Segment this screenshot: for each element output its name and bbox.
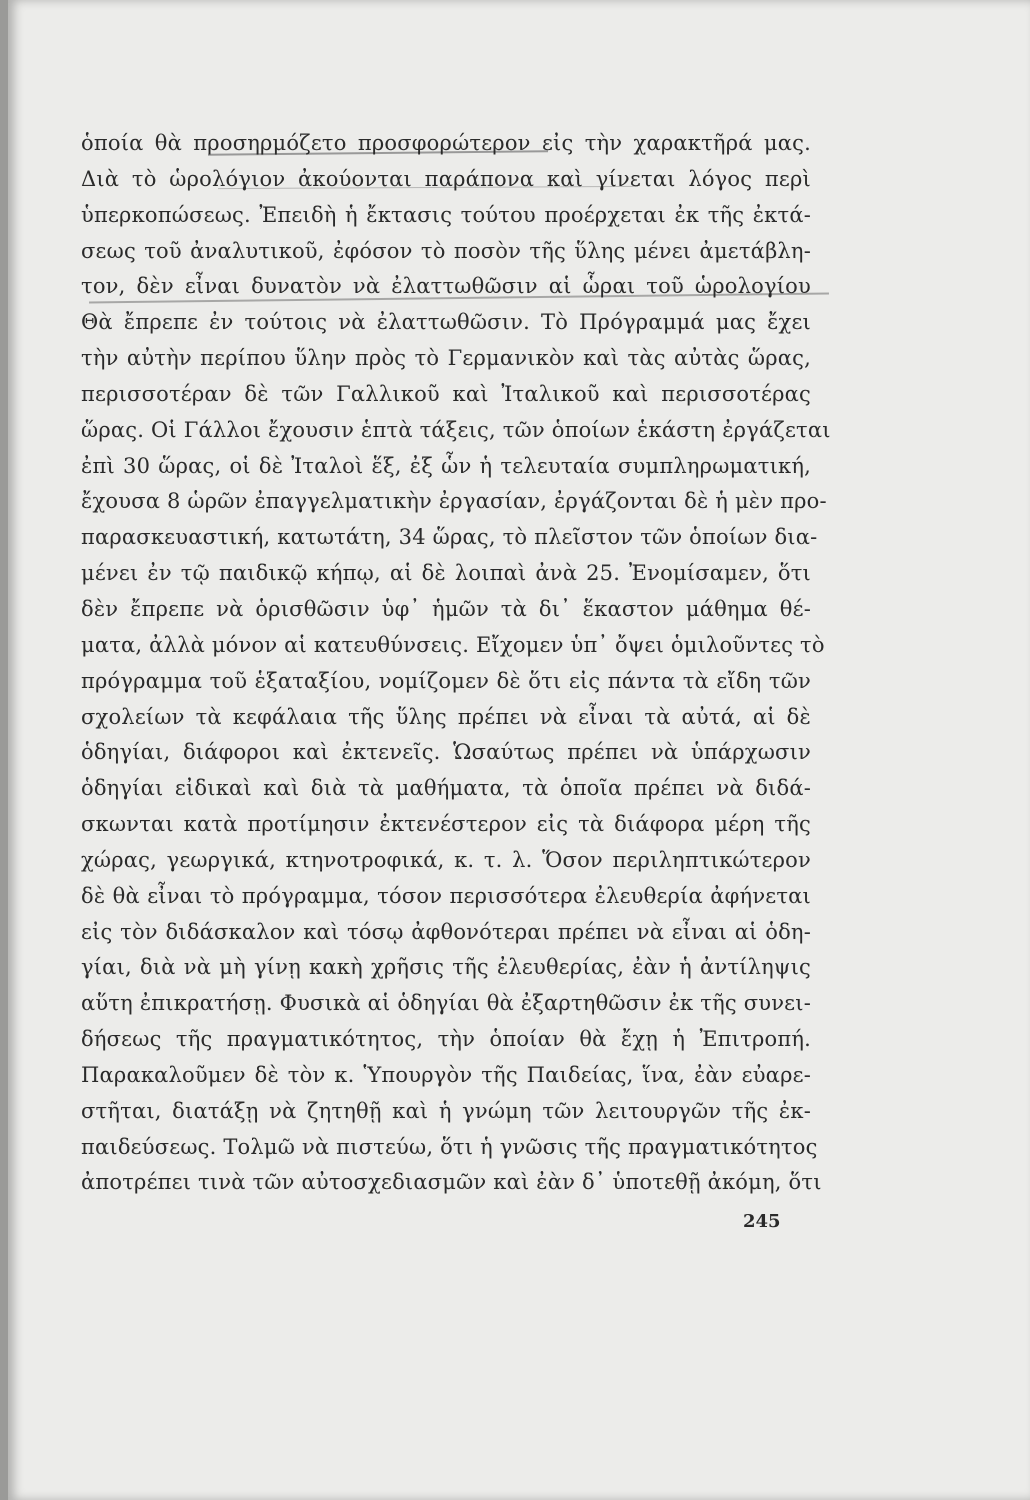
text-line: παρασκευαστική, κατωτάτη, 34 ὥρας, τὸ πλεῖστον τῶν ὁποίων δια-	[81, 525, 818, 550]
text-line: ἀποτρέπει τινὰ τῶν αὐτοσχεδιασμῶν καὶ ἐὰν δ᾽ ὑποτεθῇ ἀκόμη, ὅτι	[81, 1170, 822, 1195]
text-line: γίαι, διὰ νὰ μὴ γίνῃ κακὴ χρῆσις τῆς ἐλευθερίας, ἐὰν ἡ ἀντίληψις	[81, 955, 811, 980]
text-line: δήσεως τῆς πραγματικότητος, τὴν ὁποίαν θὰ ἔχῃ ἡ Ἐπιτροπή.	[81, 1027, 811, 1052]
text-line: ὁποία θὰ προσηρμόζετο προσφορώτερον εἰς τὴν χαρακτῆρά μας.	[81, 131, 811, 155]
text-line: σχολείων τὰ κεφάλαια τῆς ὕλης πρέπει νὰ εἶναι τὰ αὐτά, αἱ δὲ	[81, 704, 811, 729]
text-line: παιδεύσεως. Τολμῶ νὰ πιστεύω, ὅτι ἡ γνῶσις τῆς πραγματικότητος	[81, 1134, 818, 1159]
text-line: περισσοτέραν δὲ τῶν Γαλλικοῦ καὶ Ἰταλικοῦ καὶ περισσοτέρας	[81, 381, 811, 406]
text-line: ἐπὶ 30 ὥρας, οἱ δὲ Ἰταλοὶ ἕξ, ἐξ ὧν ἡ τελευταία συμπληρωματική,	[81, 453, 811, 478]
text-line: ὁδηγίαι, διάφοροι καὶ ἐκτενεῖς. Ὡσαύτως πρέπει νὰ ὑπάρχωσιν	[81, 740, 811, 765]
text-line: δὲ θὰ εἶναι τὸ πρόγραμμα, τόσον περισσότερα ἐλευθερία ἀφήνεται	[81, 883, 811, 908]
text-line: Διὰ τὸ ὡρολόγιον ἀκούονται παράπονα καὶ γίνεται λόγος περὶ	[81, 166, 811, 191]
text-line: στῆται, διατάξῃ νὰ ζητηθῇ καὶ ἡ γνώμη τῶν λειτουργῶν τῆς ἐκ-	[81, 1098, 811, 1123]
text-line: χώρας, γεωργικά, κτηνοτροφικά, κ. τ. λ. Ὅσον περιληπτικώτερον	[81, 847, 811, 872]
text-line: ματα, ἀλλὰ μόνον αἱ κατευθύνσεις. Εἴχομεν ὑπ᾽ ὄψει ὁμιλοῦντες τὸ	[81, 632, 825, 657]
text-line: ὑπερκοπώσεως. Ἐπειδὴ ἡ ἔκτασις τούτου προέρχεται ἐκ τῆς ἐκτά-	[81, 202, 811, 227]
text-line: τον, δὲν εἶναι δυνατὸν νὰ ἐλαττωθῶσιν αἱ ὧραι τοῦ ὡρολογίου	[81, 274, 811, 299]
text-line: Θὰ ἔπρεπε ἐν τούτοις νὰ ἐλαττωθῶσιν. Τὸ Πρόγραμμά μας ἔχει	[81, 310, 811, 335]
text-line: τὴν αὐτὴν περίπου ὕλην πρὸς τὸ Γερμανικὸν καὶ τὰς αὐτὰς ὥρας,	[81, 346, 811, 371]
text-line: πρόγραμμα τοῦ ἑξαταξίου, νομίζομεν δὲ ὅτι εἰς πάντα τὰ εἴδη τῶν	[81, 668, 811, 693]
text-line: ὁδηγίαι εἰδικαὶ καὶ διὰ τὰ μαθήματα, τὰ ὁποῖα πρέπει νὰ διδά-	[81, 776, 811, 801]
text-line: εἰς τὸν διδάσκαλον καὶ τόσῳ ἀφθονότεραι πρέπει νὰ εἶναι αἱ ὁδη-	[81, 919, 811, 944]
text-line: σεως τοῦ ἀναλυτικοῦ, ἐφόσον τὸ ποσὸν τῆς ὕλης μένει ἀμετάβλη-	[81, 238, 811, 263]
body-text	[81, 126, 831, 1201]
text-line: σκωνται κατὰ προτίμησιν ἐκτενέστερον εἰς τὰ διάφορα μέρη τῆς	[81, 812, 811, 837]
text-line: δὲν ἔπρεπε νὰ ὁρισθῶσιν ὑφ᾽ ἡμῶν τὰ δι᾽ ἕκαστον μάθημα θέ-	[81, 596, 811, 621]
binding-edge	[0, 0, 8, 1500]
text-line: ὥρας. Οἱ Γάλλοι ἔχουσιν ἑπτὰ τάξεις, τῶν ὁποίων ἑκάστη ἐργάζεται	[81, 417, 831, 442]
text-line: μένει ἐν τῷ παιδικῷ κήπῳ, αἱ δὲ λοιπαὶ ἀνὰ 25. Ἐνομίσαμεν, ὅτι	[81, 561, 811, 586]
text-line: αὕτη ἐπικρατήσῃ. Φυσικὰ αἱ ὁδηγίαι θὰ ἐξαρτηθῶσιν ἐκ τῆς συνει-	[81, 991, 811, 1016]
text-line: Παρακαλοῦμεν δὲ τὸν κ. Ὑπουργὸν τῆς Παιδείας, ἵνα, ἐὰν εὐαρε-	[81, 1062, 811, 1087]
page-number: 245	[743, 1211, 781, 1232]
text-line: ἔχουσα 8 ὡρῶν ἐπαγγελματικὴν ἐργασίαν, ἐργάζονται δὲ ἡ μὲν προ-	[81, 489, 827, 514]
